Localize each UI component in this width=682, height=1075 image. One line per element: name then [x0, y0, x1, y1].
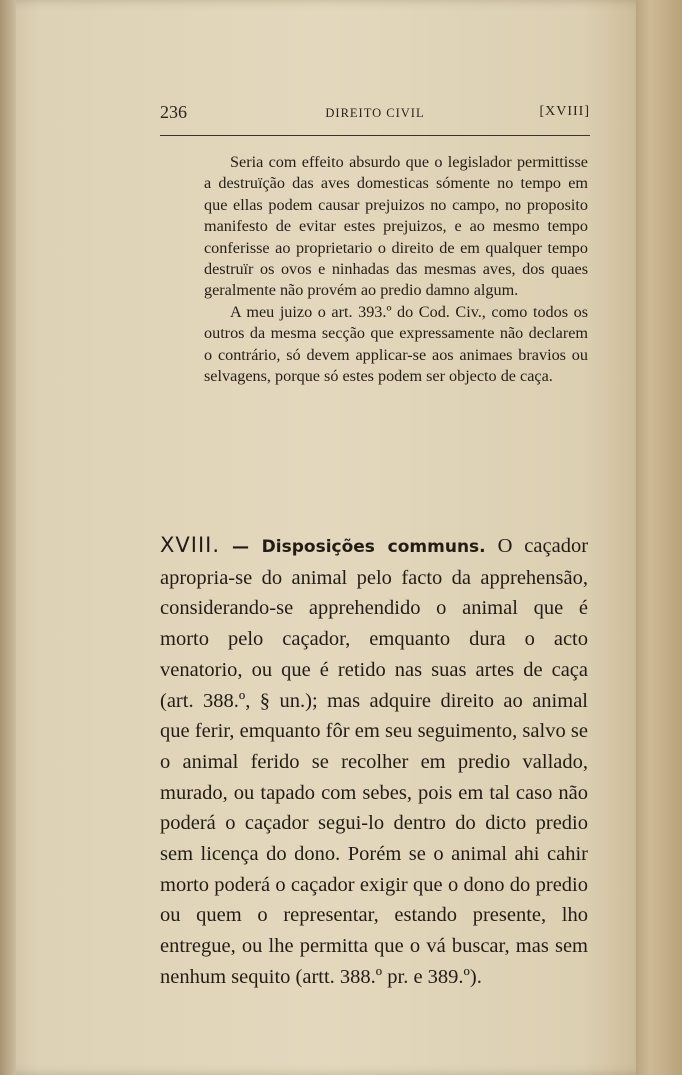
- section-paragraph: [160, 530, 588, 993]
- section-title: — Disposições communs.: [231, 537, 486, 557]
- page-header: [160, 102, 590, 126]
- section-block: [160, 530, 588, 993]
- header-rule: [160, 135, 590, 136]
- small-print-block: [204, 152, 588, 387]
- section-number: XVIII.: [160, 533, 221, 557]
- section-reference: [XVIII]: [539, 104, 590, 119]
- page-gutter: [0, 0, 16, 1075]
- next-page-edge: [636, 0, 682, 1075]
- page-number: 236: [160, 102, 187, 122]
- running-title: DIREITO CIVIL: [325, 106, 425, 120]
- section-text: O caçador apropria-se do animal pelo facto da apprehensão, considerando-se apprehendido o animal que é morto pelo caçador, emquanto dura o acto venatorio, ou que é retido nas suas artes de caça (art. 388.º, § un.); mas adquire direito ao animal que ferir, emquanto fôr em seu seguimento, salvo se o animal ferido se recolher em predio vallado, murado, ou tapado com sebes, pois em tal caso não poderá o caçador segui-lo dentro do dicto predio sem licença do dono. Porém se o animal ahi cahir morto poderá o caçador exigir que o dono do predio ou quem o representar, estando presente, lho entregue, ou lhe permitta que o vá buscar, mas sem nenhum sequito (artt. 388.º pr. e 389.º).: [160, 535, 589, 988]
- paragraph: A meu juizo o art. 393.º do Cod. Civ., como todos os outros da mesma secção que expressamente não declarem o contrário, só devem applicar-se aos animaes bravios ou selvagens, porque só estes podem ser objecto de caça.: [204, 302, 588, 386]
- paragraph: Seria com effeito absurdo que o legislador permittisse a destruïção das aves domesticas sómente no tempo em que ellas podem causar prejuizos no campo, no proposito manifesto de evitar estes prejuizos, e ao mesmo tempo conferisse ao proprietario o direito de em qualquer tempo destruïr os ovos e ninhadas das mesmas aves, dos quaes geralmente não provém ao predio damno algum.: [204, 153, 588, 300]
